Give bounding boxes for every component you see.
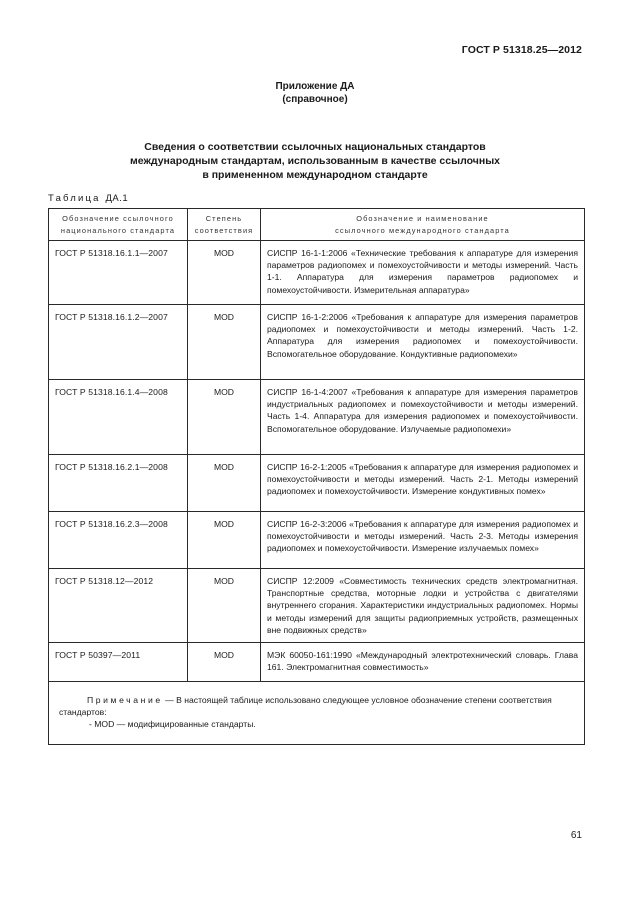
- table-row: [49, 241, 585, 305]
- column-header-national: Обозначение ссылочного национального стандарта: [49, 209, 188, 241]
- international-standard-cell: СИСПР 16-1-2:2006 «Требования к аппаратуре для измерения параметров радиопомех и помехоустойчивости и методы измерений. Часть 1-2. Аппаратура для измерения радиопомех и помехоустойчивости. Вспомогательное оборудование. Кондуктивные радиопомехи»: [261, 305, 585, 380]
- international-standard-cell: СИСПР 16-2-1:2005 «Требования к аппаратуре для измерения радиопомех и помехоустойчивости и методы измерений. Часть 2-1. Методы измерений радиопомех и помехоустойчивости. Измерение кондуктивных помех»: [261, 455, 585, 512]
- page-number: 61: [570, 830, 582, 841]
- column-header-degree: Степень соответствия: [188, 209, 261, 241]
- table-row: [49, 643, 585, 682]
- note-item: - MOD — модифицированные стандарты.: [89, 719, 256, 730]
- degree-cell: MOD: [188, 455, 261, 512]
- degree-cell: MOD: [188, 569, 261, 643]
- table-caption-label: Таблица: [48, 193, 101, 204]
- heading-line-1: Сведения о соответствии ссылочных национальных стандартов: [144, 141, 486, 153]
- national-standard-cell: ГОСТ Р 50397—2011: [49, 643, 188, 682]
- national-standard-cell: ГОСТ Р 51318.16.2.3—2008: [49, 512, 188, 569]
- international-standard-cell: МЭК 60050-161:1990 «Международный электротехнический словарь. Глава 161. Электромагнитная совместимость»: [261, 643, 585, 682]
- international-standard-cell: СИСПР 16-1-4:2007 «Требования к аппаратуре для измерения параметров индустриальных радиопомех и помехоустойчивости и методы измерений. Часть 1-4. Аппаратура для измерения радиопомех и помехоустойчивости. Вспомогательное оборудование. Излучаемые радиопомехи»: [261, 380, 585, 455]
- degree-cell: MOD: [188, 380, 261, 455]
- note-text: — В настоящей таблице использовано следующее условное обозначение степени соответствия стандартов:: [59, 695, 552, 718]
- national-standard-cell: ГОСТ Р 51318.16.1.2—2007: [49, 305, 188, 380]
- annex-subtitle: (справочное): [282, 94, 348, 105]
- document-code: ГОСТ Р 51318.25—2012: [461, 44, 582, 56]
- table-caption: [48, 193, 128, 204]
- degree-cell: MOD: [188, 305, 261, 380]
- international-standard-cell: СИСПР 16-2-3:2006 «Требования к аппаратуре для измерения радиопомех и помехоустойчивости и методы измерений. Часть 2-3. Методы измерения радиопомех и помехоустойчивости. Измерение излучаемых помех»: [261, 512, 585, 569]
- national-standard-cell: ГОСТ Р 51318.16.2.1—2008: [49, 455, 188, 512]
- table-header-row: [49, 209, 585, 241]
- table-row: [49, 305, 585, 380]
- table-note: [49, 682, 585, 745]
- table-caption-number: ДА.1: [105, 193, 129, 204]
- table-row: [49, 380, 585, 455]
- table-row: [49, 569, 585, 643]
- column-header-international: Обозначение и наименование ссылочного международного стандарта: [261, 209, 585, 241]
- heading-line-3: в примененном международном стандарте: [202, 169, 428, 181]
- international-standard-cell: СИСПР 12:2009 «Совместимость технических средств электромагнитная. Транспортные средства, моторные лодки и устройства с двигателями внутреннего сгорания. Характеристики индустриальных радиопомех. Нормы и методы измерений для защиты радиоприемных устройств, размещенных вне подвижных средств»: [261, 569, 585, 643]
- table-row: [49, 512, 585, 569]
- international-standard-cell: СИСПР 16-1-1:2006 «Технические требования к аппаратуре для измерения параметров радиопомех и помехоустойчивости и методы измерений. Часть 1-1. Аппаратура для измерения параметров радиопомех и помехоустойчивости. Измерительная аппаратура»: [261, 241, 585, 305]
- degree-cell: MOD: [188, 643, 261, 682]
- annex-title-block: [0, 80, 630, 106]
- degree-cell: MOD: [188, 241, 261, 305]
- correspondence-table: [48, 208, 585, 745]
- table-row: [49, 455, 585, 512]
- section-heading: [0, 140, 630, 182]
- table-note-row: [49, 682, 585, 745]
- degree-cell: MOD: [188, 512, 261, 569]
- national-standard-cell: ГОСТ Р 51318.12—2012: [49, 569, 188, 643]
- note-label: Примечание: [87, 695, 163, 705]
- national-standard-cell: ГОСТ Р 51318.16.1.4—2008: [49, 380, 188, 455]
- national-standard-cell: ГОСТ Р 51318.16.1.1—2007: [49, 241, 188, 305]
- heading-line-2: международным стандартам, использованным в качестве ссылочных: [129, 155, 500, 167]
- annex-title: Приложение ДА: [275, 81, 355, 92]
